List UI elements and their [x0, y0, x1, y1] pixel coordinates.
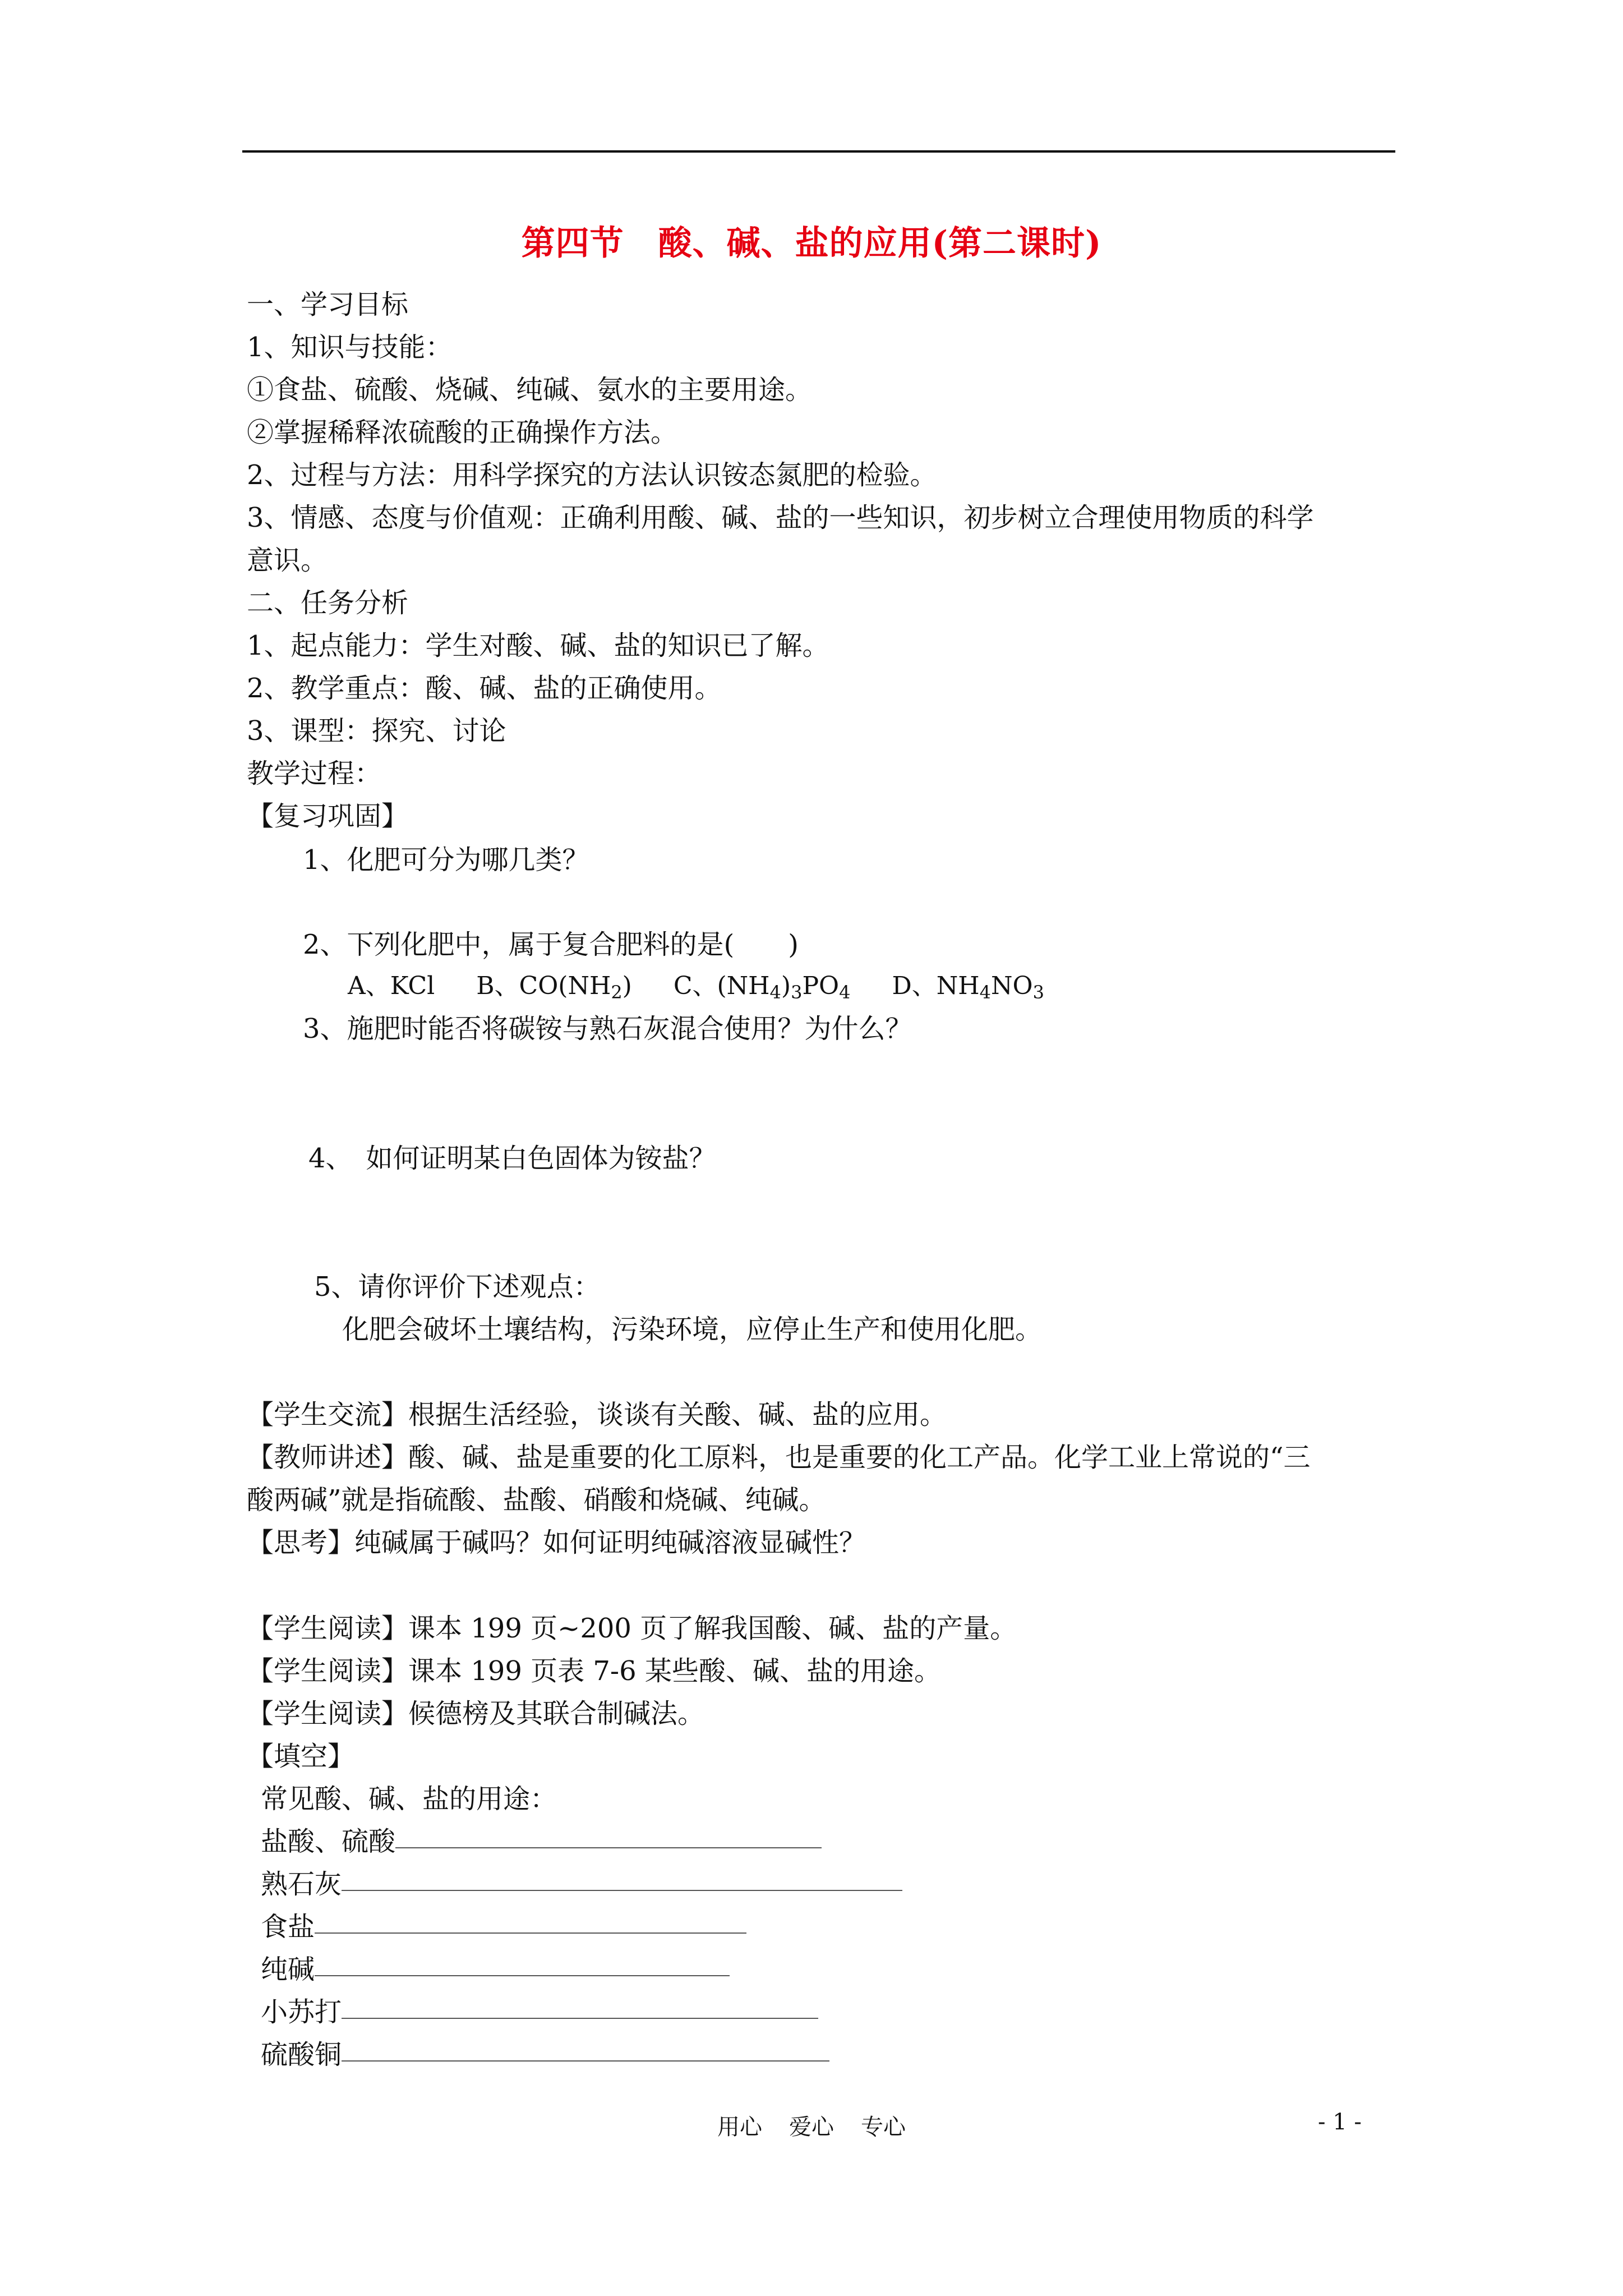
page-footer	[0, 2109, 1623, 2141]
analysis-line: 2、教学重点：酸、碱、盐的正确使用。	[247, 673, 722, 704]
page-title: 第四节 酸、碱、盐的应用(第二课时)	[521, 224, 1102, 263]
page-number: - 1 -	[1318, 2109, 1362, 2135]
fill-heading: 【填空】	[247, 1741, 355, 1772]
fill-item-label: 食盐	[261, 1911, 315, 1943]
objective-line: 1、知识与技能：	[247, 332, 453, 363]
review-question-1: 1、化肥可分为哪几类？	[303, 844, 589, 876]
option-b-text: B、CO(NH	[476, 972, 611, 1000]
fill-intro: 常见酸、碱、盐的用途：	[261, 1783, 557, 1815]
fill-item	[261, 1825, 822, 1858]
fill-item	[261, 1910, 746, 1944]
review-question-3: 3、施肥时能否将碳铵与熟石灰混合使用？为什么？	[303, 1013, 912, 1045]
option-d	[892, 969, 1044, 1003]
activity-line: 【教师讲述】酸、碱、盐是重要的化工原料，也是重要的化工产品。化学工业上常说的“三	[247, 1442, 1311, 1473]
fill-item	[261, 1953, 730, 1986]
option-d-sub: 4	[979, 982, 991, 1003]
fill-blank[interactable]	[342, 2018, 818, 2019]
fill-item-label: 熟石灰	[261, 1869, 342, 1900]
objective-line: ①食盐、硫酸、烧碱、纯碱、氨水的主要用途。	[247, 374, 813, 406]
objective-line: 3、情感、态度与价值观：正确利用酸、碱、盐的一些知识，初步树立合理使用物质的科学	[247, 502, 1314, 533]
option-a: A、KCl	[348, 972, 435, 1000]
option-c-sub: 3	[791, 982, 803, 1003]
activity-line: 【学生阅读】课本 199 页表 7-6 某些酸、碱、盐的用途。	[247, 1655, 941, 1687]
review-question-5: 5、请你评价下述观点：	[314, 1271, 601, 1303]
option-c-mid: )	[781, 972, 791, 1000]
question-2-options	[348, 969, 1078, 1003]
objective-line: 意识。	[247, 545, 328, 576]
analysis-line: 1、起点能力：学生对酸、碱、盐的知识已了解。	[247, 630, 829, 661]
fill-blank[interactable]	[315, 1975, 730, 1976]
review-question-4: 4、 如何证明某白色固体为铵盐？	[308, 1143, 716, 1174]
activity-line: 酸两碱”就是指硫酸、盐酸、硝酸和烧碱、纯碱。	[247, 1484, 826, 1516]
review-heading: 【复习巩固】	[247, 800, 409, 832]
review-question-5-statement: 化肥会破坏土壤结构，污染环境，应停止生产和使用化肥。	[342, 1314, 1043, 1345]
option-d-text: D、NH	[892, 972, 980, 1000]
footer-word: 爱心	[789, 2114, 834, 2140]
option-c-end: PO	[802, 972, 840, 1000]
fill-blank[interactable]	[342, 1890, 902, 1891]
process-label: 教学过程：	[247, 758, 382, 789]
analysis-heading: 二、任务分析	[247, 587, 409, 619]
footer-word: 用心	[717, 2114, 762, 2140]
analysis-line: 3、课型：探究、讨论	[247, 715, 506, 747]
objective-line: 2、过程与方法：用科学探究的方法认识铵态氮肥的检验。	[247, 459, 937, 491]
header-rule	[242, 150, 1395, 153]
fill-item-label: 盐酸、硫酸	[261, 1826, 396, 1857]
fill-item-label: 硫酸铜	[261, 2039, 342, 2070]
option-c-sub: 4	[769, 982, 781, 1003]
option-c	[674, 969, 851, 1003]
option-d-sub: 3	[1032, 982, 1044, 1003]
fill-item	[261, 1995, 818, 2029]
option-c-sub: 4	[839, 982, 851, 1003]
objective-line: ②掌握稀释浓硫酸的正确操作方法。	[247, 417, 678, 448]
option-b-end: )	[622, 972, 632, 1000]
activity-line: 【学生阅读】候德榜及其联合制碱法。	[247, 1698, 705, 1729]
activity-line: 【学生阅读】课本 199 页~200 页了解我国酸、碱、盐的产量。	[247, 1613, 1017, 1644]
footer-word: 专心	[861, 2114, 906, 2140]
fill-blank[interactable]	[395, 1847, 822, 1848]
option-b	[476, 969, 632, 1003]
fill-blank[interactable]	[342, 2060, 829, 2062]
fill-item-label: 纯碱	[261, 1954, 315, 1985]
fill-item-label: 小苏打	[261, 1996, 342, 2028]
activity-line: 【学生交流】根据生活经验，谈谈有关酸、碱、盐的应用。	[247, 1399, 947, 1430]
option-c-text: C、(NH	[673, 972, 770, 1000]
fill-item	[261, 1867, 902, 1901]
review-question-2: 2、下列化肥中，属于复合肥料的是( )	[303, 929, 799, 960]
option-b-sub: 2	[611, 982, 623, 1003]
fill-item	[261, 2038, 829, 2072]
objectives-heading: 一、学习目标	[247, 289, 409, 320]
fill-blank[interactable]	[315, 1932, 746, 1934]
activity-line: 【思考】纯碱属于碱吗？如何证明纯碱溶液显碱性？	[247, 1527, 866, 1558]
option-d-end: NO	[991, 972, 1033, 1000]
